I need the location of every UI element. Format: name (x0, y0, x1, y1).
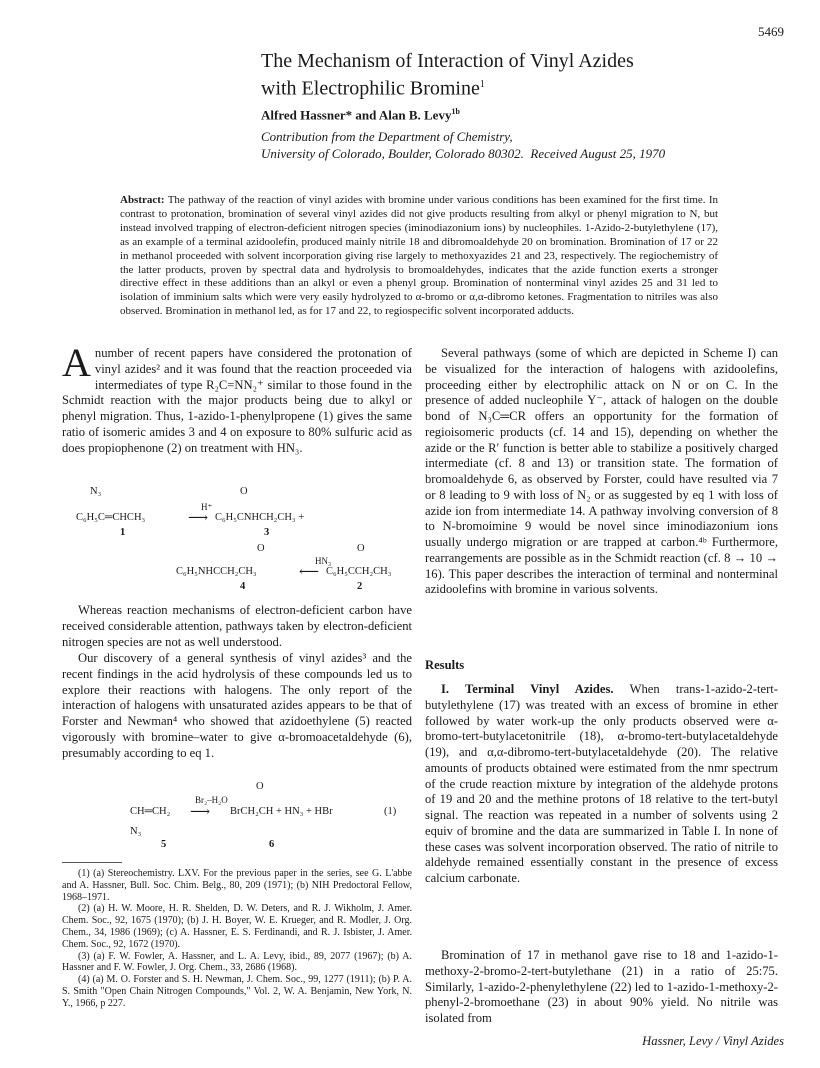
section-heading-results: Results (425, 658, 465, 672)
received-date: Received August 25, 1970 (530, 146, 666, 161)
scheme-label-2: 2 (357, 581, 363, 592)
affiliation (261, 128, 665, 162)
scheme-o-4: O (257, 543, 265, 554)
scheme-product-3: C₆H₅CNHCH₂CH₃ + (215, 512, 305, 523)
scheme-n3: N₃ (90, 486, 102, 497)
footnotes (62, 868, 412, 1010)
footnote-2: (2) (a) H. W. Moore, H. R. Shelden, D. W. Deters, and R. J. Wikholm, J. Amer. Chem. Soc., 92, 1675 (1970); (b) J. H. Boyer, W. E. Krueger, and R. Modler, J. Org. Chem., 34, 1986 (1969); (c) A. Hassner, E. S. Ferdinandi, and R. J. Isbister, J. Amer. Chem. Soc., 92, 1672 (1970). (62, 903, 412, 950)
title-line-2: with Electrophilic Bromine$^1$ (261, 77, 485, 100)
scheme-label-1: 1 (120, 527, 126, 538)
scheme-o-3: O (240, 486, 248, 497)
page-number: 5469 (758, 24, 784, 39)
eq1-reagent: Br₂–H₂O (195, 795, 228, 805)
abstract-text: The pathway of the reaction of vinyl azides with bromine under various conditions has been examined for the first time. In contrast to protonation, bromination of several vinyl azides did not give products resulting from alkyl or phenyl migration to N, but instead involved trapping of electron-deficient nitrogen species (iminodiazonium ions) by nucleophiles. 1-Azido-2-butylethylene (17), as an example of a terminal azidoolefin, produced mainly nitrile 18 and dibromoaldehyde 20 on bromination. Bromination of 17 or 22 in methanol proceeded with solvent incorporation giving rise largely to methoxyazides 21 and 23, respectively. The regiochemistry of the latter products, proven by spectral data and hydrolysis to bromoaldehydes, indicates that the azide function exerts a stronger directive effect in these additions than an alkyl or even a phenyl group. Bromination of nonterminal vinyl azides 25 and 31 led to isolation of imminium salts which were very easily hydrolyzed to α-bromo or α,α-dibromo ketones. Fragmentation to nitriles was also observed. Bromination in methanol led, as for 17 and 22, to regiospecific solvent incorporated adducts. (120, 194, 718, 318)
right-paragraph-1: Several pathways (some of which are depicted in Scheme I) can be visualized for the interaction of halogens with azidoolefins, proceeding either by electrophilic attack on N or on C. In the presence of added nucleophile Y⁻, attack of halogen on the double bond of N₃C═CR offers an opportunity for the formation of regioisomeric products (cf. 14 and 15), depending on whether the azide or the R′ function is better able to stabilize a positively charged intermediate (cf. 8 and 13) or transition state. The formation of bromoaldehyde 6, as observed by Forster, could have resulted via 7 or 8 leading to 9 with loss of N₂ or as suggested by eq 1 with loss of azide ion from intermediate 14. A pathway involving conversion of 8 to N-bromoimine 9 would be novel since iminodiazonium ions usually undergo migration or are trapped at carbon.⁴ᵇ Furthermore, rearrangements are possible as in the Schmidt reaction (cf. 8 → 10 → 16). This paper describes the interaction of terminal and nonterminal azidoolefins with bromine in various solvents. (425, 346, 778, 597)
eq1-n3: N₃ (130, 826, 142, 837)
right-paragraph-2-text: When trans-1-azido-2-tert-butylethylene (17) was treated with an excess of bromine in ether followed by water work-up the only products observed were α-bromo-tert-butylacetonitrile (18), α-bromo-tert-butylacetaldehyde (19), and α,α-dibromo-tert-butylacetaldehyde (20). The relative amounts of products obtained were estimated from the nmr spectrum of the crude reaction mixture by integration of the aldehyde protons of 19 and 20 and the methine protons of 18 relative to the tert-butyl signal. The reaction was repeated in a number of solvents using 2 equiv of bromine and the data are summarized in Table I. In none of these cases was solvent incorporation observed. The ratio of nitrile to aldehyde remained essentially constant in the presence of excess calcium carbonate. (425, 682, 778, 885)
authors: Alfred Hassner* and Alan B. Levy$^{1b}$ (261, 107, 460, 123)
scheme-arrow-1: ⟶ (188, 511, 209, 526)
author-footnote-mark: 1b (451, 107, 460, 116)
footnote-1: (1) (a) Stereochemistry. LXV. For the previous paper in the series, see G. L'abbe and A. Hassner, Bull. Soc. Chim. Belg., 80, 209 (1971); (b) NIH Predoctoral Fellow, 1968–1971. (62, 868, 412, 903)
abstract (120, 194, 718, 319)
abstract-label: Abstract: (120, 194, 165, 206)
subsection-heading: I. Terminal Vinyl Azides. (441, 682, 614, 696)
eq1-left: CH═CH₂ (130, 806, 171, 817)
equation-1 (62, 781, 412, 853)
footnote-3: (3) (a) F. W. Fowler, A. Hassner, and L. A. Levy, ibid., 89, 2077 (1967); (b) A. Hassner and F. W. Fowler, J. Org. Chem., 33, 2686 (1968). (62, 950, 412, 974)
scheme-product-4: C₆H₅NHCCH₂CH₃ (176, 566, 257, 577)
title-footnote-mark: 1 (479, 79, 485, 90)
scheme-reactant-1: C₆H₅C═CHCH₃ (76, 512, 146, 523)
right-paragraph-2 (425, 682, 778, 887)
left-paragraph-1 (62, 340, 412, 456)
eq1-label-5: 5 (161, 839, 167, 850)
right-paragraph-3: Bromination of 17 in methanol gave rise to 18 and 1-azido-1-methoxy-2-bromo-2-tert-butylethane (21) in a ratio of 25:75. Similarly, 1-azido-2-phenylethylene (22) led to 1-azido-1-methoxy-2-phenyl-2-bromoethane (23) in about 90% yield. No nitrile was isolated from (425, 948, 778, 1025)
scheme-hn3: HN₃ (315, 556, 332, 566)
eq1-number: (1) (384, 806, 397, 817)
affiliation-line-1: Contribution from the Department of Chemistry, (261, 129, 513, 144)
left-paragraph-2: Whereas reaction mechanisms of electron-deficient carbon have received considerable attention, pathways taken by electron-deficient nitrogen species are not as well understood. (62, 603, 412, 649)
scheme-label-3: 3 (264, 527, 270, 538)
running-footer: Hassner, Levy / Vinyl Azides (642, 1034, 784, 1048)
footnote-divider (62, 862, 122, 863)
eq1-arrow: ⟶ (190, 805, 211, 820)
left-paragraph-3: Our discovery of a general synthesis of vinyl azides³ and the recent findings in the acid hydrolysis of these compounds led us to explore their reactions with halogens. The only report of the interaction of halogens with unsaturated azides appears to be that of Forster and Newman⁴ who showed that azidoethylene (5) reacted vigorously with bromine–water to give α-bromoacetaldehyde (6), presumably according to eq 1. (62, 651, 412, 760)
reaction-scheme-1 (62, 486, 412, 600)
scheme-arrow-2: ⟵ (299, 565, 320, 580)
article-title (261, 49, 634, 101)
scheme-label-4: 4 (240, 581, 246, 592)
affiliation-line-2: University of Colorado, Boulder, Colorado 80302. Received August 25, 1970 (261, 146, 666, 161)
title-line-1: The Mechanism of Interaction of Vinyl Azides (261, 50, 634, 72)
eq1-right: BrCH₂CH + HN₃ + HBr (230, 806, 333, 817)
eq1-label-6: 6 (269, 839, 275, 850)
drop-cap: A (62, 340, 91, 385)
scheme-product-2: C₆H₅CCH₂CH₃ (326, 566, 392, 577)
scheme-o-2: O (357, 543, 365, 554)
eq1-o: O (256, 781, 264, 792)
scheme-h-plus: H⁺ (201, 502, 213, 512)
left-paragraph-1-text: number of recent papers have considered the protonation of vinyl azides² and it was found that the reaction proceeded via intermediates of type R₂C=NN₂⁺ similar to those found in the Schmidt reaction with the major products being due to alkyl or phenyl migration. Thus, 1-azido-1-phenylpropene (1) gives the same ratio of isomeric amides 3 and 4 on exposure to 80% sulfuric acid as does propiophenone (2) on treatment with HN₃. (62, 346, 412, 455)
footnote-4: (4) (a) M. O. Forster and S. H. Newman, J. Chem. Soc., 99, 1277 (1911); (b) P. A. S. Smith "Open Chain Nitrogen Compounds," Vol. 2, W. A. Benjamin, New York, N. Y., 1966, p 227. (62, 974, 412, 1009)
